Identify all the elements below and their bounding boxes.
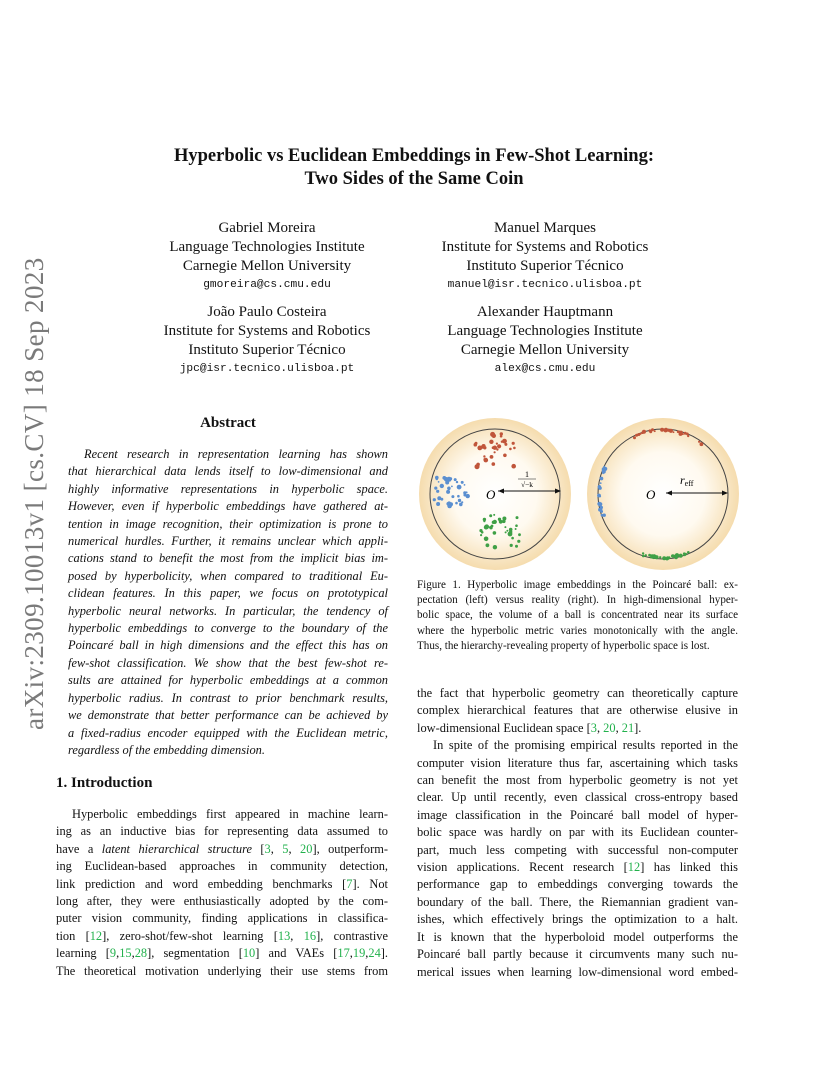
right-column-text	[417, 685, 738, 981]
embedding-point	[440, 484, 444, 488]
embedding-point	[455, 502, 458, 505]
embedding-point	[516, 516, 519, 519]
embedding-point	[512, 442, 515, 445]
text-line: Figure 1. Hyperbolic image embeddings in the Poincaré ball: ex-	[417, 579, 738, 591]
embedding-point	[474, 443, 478, 447]
author-institution: Carnegie Mellon University	[182, 258, 352, 274]
embedding-point	[667, 429, 670, 432]
embedding-point	[506, 530, 508, 532]
embedding-point	[436, 490, 439, 493]
embedding-point	[493, 514, 495, 516]
embedding-point	[656, 555, 658, 557]
embedding-point	[456, 481, 458, 483]
title-line-1: Hyperbolic vs Euclidean Embeddings in Few-Shot Learning:	[173, 146, 655, 166]
embedding-point	[511, 537, 514, 540]
embedding-point	[489, 514, 492, 517]
author-institution: Instituto Superior Técnico	[188, 342, 346, 358]
introduction-text	[56, 806, 388, 980]
embedding-point	[492, 446, 495, 449]
text-line: few-shot classification. We show that the best few-shot re-	[68, 655, 388, 670]
text-line: computer vision literature thus far, ascertaining which tasks	[417, 755, 738, 770]
figure-poincare-balls	[415, 418, 745, 573]
embedding-point	[509, 448, 512, 451]
embedding-point	[600, 482, 602, 484]
text-line: complex hierarchical features that are otherwise elusive in	[417, 703, 738, 718]
embedding-point	[517, 540, 520, 543]
embedding-point	[433, 498, 436, 501]
embedding-point	[454, 478, 457, 481]
embedding-point	[497, 444, 501, 448]
author-block-3	[135, 303, 399, 378]
embedding-point	[479, 529, 482, 532]
embedding-point	[602, 467, 606, 471]
author-name: João Paulo Costeira	[207, 304, 327, 320]
embedding-point	[667, 558, 669, 560]
embedding-point	[502, 520, 506, 524]
text-line: ishes, which effectively brings the optimization to a halt.	[417, 912, 738, 927]
text-line: tion [12], zero-shot/few-shot learning [13, 16], contrastive	[56, 928, 389, 943]
embedding-point	[498, 518, 501, 521]
embedding-point	[665, 430, 667, 432]
text-line: long after, they were enthusiastically adopted by the com-	[56, 894, 388, 909]
text-line: a fixed-radius encoder equipped with the Euclidean metric,	[68, 725, 388, 740]
text-line: where the hyperbolic metric varies monotonically with the angle.	[417, 624, 738, 637]
abstract-text	[68, 446, 388, 759]
embedding-point	[682, 433, 684, 435]
text-line: Thus, the hierarchy-revealing property of hyperbolic space is lost.	[417, 639, 710, 652]
embedding-point	[442, 476, 446, 480]
embedding-point	[602, 472, 604, 474]
author-affiliation: Language Technologies Institute	[169, 239, 365, 255]
author-block-4	[405, 303, 685, 378]
embedding-point	[686, 433, 689, 436]
text-line: It is known that the hyperboloid model outperforms the	[417, 929, 738, 944]
fraction-numerator: 1	[525, 470, 529, 479]
embedding-point	[503, 454, 507, 458]
embedding-point	[494, 451, 496, 453]
embedding-point	[642, 552, 644, 554]
author-institution: Carnegie Mellon University	[460, 342, 630, 358]
author-name: Manuel Marques	[493, 220, 597, 236]
embedding-point	[642, 555, 645, 558]
text-line: hyperbolic neural networks. In particular, the tendency of	[68, 603, 388, 618]
embedding-point	[457, 495, 460, 498]
text-line: The theoretical motivation underlying their use stems from	[56, 963, 388, 978]
embedding-point	[461, 481, 464, 484]
embedding-point	[513, 447, 516, 450]
embedding-point	[459, 503, 463, 507]
embedding-point	[493, 545, 497, 549]
embedding-point	[467, 496, 469, 498]
text-line: bolic space was hardly on par with its Euclidean counter-	[417, 825, 738, 840]
embedding-point	[641, 431, 644, 434]
text-line: can benefit the most from hyperbolic geometry is not yet	[417, 773, 738, 788]
text-line: learning [9,15,28], segmentation [10] and VAEs [17,19,24].	[56, 946, 388, 961]
text-line: low-dimensional Euclidean space [3, 20, 21].	[417, 720, 642, 735]
text-line: tention in image recognition, their optimization is prone to	[68, 516, 388, 531]
author-name: Alexander Hauptmann	[476, 304, 614, 320]
embedding-point	[492, 434, 496, 438]
embedding-point	[484, 524, 489, 529]
embedding-point	[484, 537, 489, 542]
embedding-point	[500, 435, 503, 438]
text-line: hyperbolic embeddings to converge to the boundary of the	[68, 621, 388, 636]
author-institution: Instituto Superior Técnico	[466, 258, 624, 274]
author-email: gmoreira@cs.cmu.edu	[203, 279, 331, 291]
embedding-point	[446, 502, 450, 506]
embedding-point	[493, 531, 497, 535]
author-email: alex@cs.cmu.edu	[494, 363, 596, 375]
embedding-point	[447, 487, 451, 491]
embedding-point	[635, 434, 638, 437]
embedding-point	[645, 554, 647, 556]
embedding-point	[482, 444, 486, 448]
embedding-point	[660, 428, 664, 432]
text-line: vision applications. Recent research [12] has linked this	[417, 860, 739, 875]
embedding-point	[598, 486, 602, 490]
text-line: puter vision community, finding applications in classifica-	[56, 911, 388, 926]
text-line: performance gap to embeddings converging towards the	[417, 877, 738, 892]
text-line: Recent research in representation learning has shown	[84, 447, 388, 461]
text-line: bolic space, the volume of a ball is concentrated near its surface	[417, 609, 738, 622]
paper-title	[100, 145, 728, 191]
embedding-point	[509, 530, 512, 533]
embedding-point	[515, 545, 518, 548]
embedding-point	[652, 554, 656, 558]
text-line: Hyperbolic embeddings first appeared in machine learn-	[72, 807, 388, 821]
embedding-point	[445, 481, 449, 485]
embedding-point	[441, 498, 444, 501]
embedding-point	[671, 554, 675, 558]
text-line: boundary of the ball. There, the Riemannian gradient van-	[417, 894, 738, 909]
embedding-point	[599, 495, 601, 497]
text-line: numerical hurdles. Further, it remains unclear which appli-	[68, 534, 388, 549]
embedding-point	[515, 528, 517, 530]
text-line: the fact that hyperbolic geometry can theoretically capture	[417, 686, 738, 700]
author-affiliation: Institute for Systems and Robotics	[163, 323, 371, 339]
embedding-point	[659, 556, 661, 558]
text-line: Poincaré ball partly because it circumvents many such nu-	[417, 947, 738, 962]
embedding-point	[601, 514, 604, 517]
embedding-point	[599, 503, 602, 506]
embedding-point	[436, 478, 438, 480]
embedding-point	[680, 555, 682, 557]
embedding-point	[483, 520, 485, 522]
embedding-point	[684, 554, 686, 556]
embedding-point	[651, 428, 654, 431]
embedding-point	[491, 525, 494, 528]
text-line: have a latent hierarchical structure [3, 5, 20], outperform-	[56, 841, 388, 856]
text-line: ing as an inductive bias for representing data assumed to	[56, 824, 388, 839]
author-email: jpc@isr.tecnico.ulisboa.pt	[179, 363, 355, 375]
embedding-point	[687, 551, 690, 554]
embedding-point	[463, 494, 466, 497]
text-line: pectation (left) versus reality (right). In high-dimensional hyper-	[417, 594, 738, 607]
embedding-point	[654, 430, 656, 432]
embedding-point	[434, 487, 437, 490]
embedding-point	[677, 430, 680, 433]
embedding-point	[640, 433, 642, 435]
embedding-point	[489, 440, 493, 444]
text-line: cations stand to benefit the most from the implicit bias im-	[68, 551, 388, 566]
text-line: ing Euclidean-based approaches in community detection,	[56, 859, 388, 874]
title-line-2: Two Sides of the Same Coin	[304, 169, 524, 189]
abstract-heading: Abstract	[200, 415, 256, 431]
author-block-1	[135, 219, 399, 294]
embedding-point	[673, 431, 675, 433]
text-line: hyperbolic radius. In contrast to prior benchmark results,	[68, 690, 388, 705]
author-name: Gabriel Moreira	[218, 220, 316, 236]
embedding-point	[451, 486, 453, 488]
embedding-point	[684, 433, 686, 435]
text-line: that hierarchical data lends itself to low-dimensional and	[68, 464, 388, 479]
text-line: highly informative representations in hyperbolic space.	[68, 481, 388, 496]
embedding-point	[492, 462, 496, 466]
r-eff-label: reff	[680, 473, 694, 488]
embedding-point	[633, 436, 636, 439]
embedding-point	[492, 521, 495, 524]
text-line: However, even if hyperbolic embeddings have gathered at-	[68, 499, 388, 514]
embedding-point	[484, 458, 489, 463]
embedding-point	[600, 477, 604, 481]
left-poincare-ball	[419, 418, 571, 570]
embedding-point	[502, 439, 507, 444]
embedding-point	[505, 531, 507, 533]
author-affiliation: Institute for Systems and Robotics	[441, 239, 649, 255]
embedding-point	[599, 508, 602, 511]
text-line: part, much less competing with successful non-computer	[417, 842, 738, 857]
embedding-point	[477, 465, 480, 468]
text-line: In spite of the promising empirical results reported in the	[433, 738, 738, 753]
embedding-point	[510, 544, 513, 547]
embedding-point	[700, 442, 704, 446]
text-line: sults are attained for hyperbolic embeddings at a common	[68, 673, 388, 688]
origin-label: O	[646, 487, 656, 502]
text-line: merical issues when learning low-dimensional word embed-	[417, 964, 738, 979]
embedding-point	[489, 526, 491, 528]
embedding-point	[486, 543, 490, 547]
section-heading-text: 1. Introduction	[56, 775, 153, 791]
right-poincare-ball	[587, 418, 739, 570]
text-line: clidean features. In this paper, we focus on prototypical	[68, 586, 388, 601]
text-line: we demonstrate that better performance can be achieved by	[68, 708, 388, 723]
embedding-point	[446, 490, 450, 494]
embedding-point	[511, 464, 516, 469]
embedding-point	[483, 455, 485, 457]
embedding-point	[458, 499, 461, 502]
embedding-point	[457, 485, 462, 490]
author-affiliation: Language Technologies Institute	[447, 323, 643, 339]
embedding-point	[436, 502, 440, 506]
text-line: clear. Up until recently, even classical cross-entropy based	[417, 790, 738, 805]
author-email: manuel@isr.tecnico.ulisboa.pt	[447, 279, 643, 291]
embedding-point	[490, 455, 494, 459]
embedding-point	[515, 524, 518, 527]
fraction-denominator: √−k	[520, 480, 534, 489]
text-line: posed by hyperbolicity, when compared to traditional Eu-	[68, 568, 388, 583]
arxiv-side-label: arXiv:2309.10013v1 [cs.CV] 18 Sep 2023	[19, 257, 49, 730]
text-line: link prediction and word embedding benchmarks [7]. Not	[56, 876, 388, 891]
embedding-point	[480, 534, 482, 536]
embedding-point	[438, 481, 440, 483]
text-line: regardless of the embedding dimension.	[68, 742, 265, 757]
section-heading-introduction	[56, 775, 152, 792]
figure-caption	[417, 578, 738, 654]
author-block-2	[405, 219, 685, 294]
embedding-point	[504, 526, 506, 528]
text-line: image classification in the Poincaré ball model of hyper-	[417, 807, 738, 822]
embedding-point	[466, 491, 468, 493]
embedding-point	[451, 495, 454, 498]
embedding-point	[518, 533, 521, 536]
origin-label: O	[486, 487, 496, 502]
embedding-point	[464, 484, 466, 486]
text-line: Poincaré ball in high dimensions and the effect this has on	[68, 638, 388, 653]
embedding-point	[496, 443, 498, 445]
embedding-point	[698, 441, 700, 443]
